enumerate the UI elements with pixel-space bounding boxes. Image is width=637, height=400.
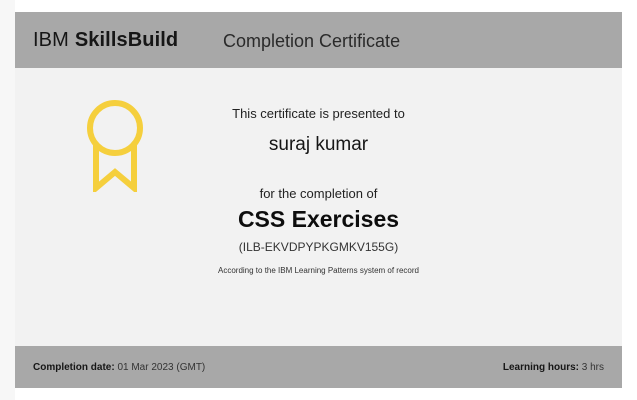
learning-hours-value: 3 hrs — [581, 362, 604, 373]
learning-hours-label: Learning hours: — [502, 362, 579, 373]
brand-ibm: IBM — [33, 29, 69, 51]
certificate-body — [15, 68, 622, 346]
presented-text: This certificate is presented to — [232, 106, 405, 121]
completion-date-label: Completion date: — [33, 362, 115, 373]
completion-text: for the completion of — [259, 186, 378, 201]
certificate-footer — [15, 346, 622, 388]
course-code: (ILB-EKVDPYPKGMKV155G) — [238, 240, 399, 254]
completion-date-value: 01 Mar 2023 (GMT) — [117, 362, 206, 373]
completion-date — [33, 362, 205, 373]
certificate-title: Completion Certificate — [223, 31, 401, 51]
recipient-name: suraj kumar — [268, 134, 369, 155]
left-gutter — [0, 0, 15, 400]
record-note: According to the IBM Learning Patterns system of record — [218, 266, 419, 275]
certificate-header — [15, 12, 622, 68]
brand-logo — [33, 29, 178, 52]
certificate-card — [15, 12, 622, 388]
brand-product: SkillsBuild — [74, 29, 179, 51]
learning-hours — [503, 362, 604, 373]
course-name: CSS Exercises — [237, 206, 400, 232]
